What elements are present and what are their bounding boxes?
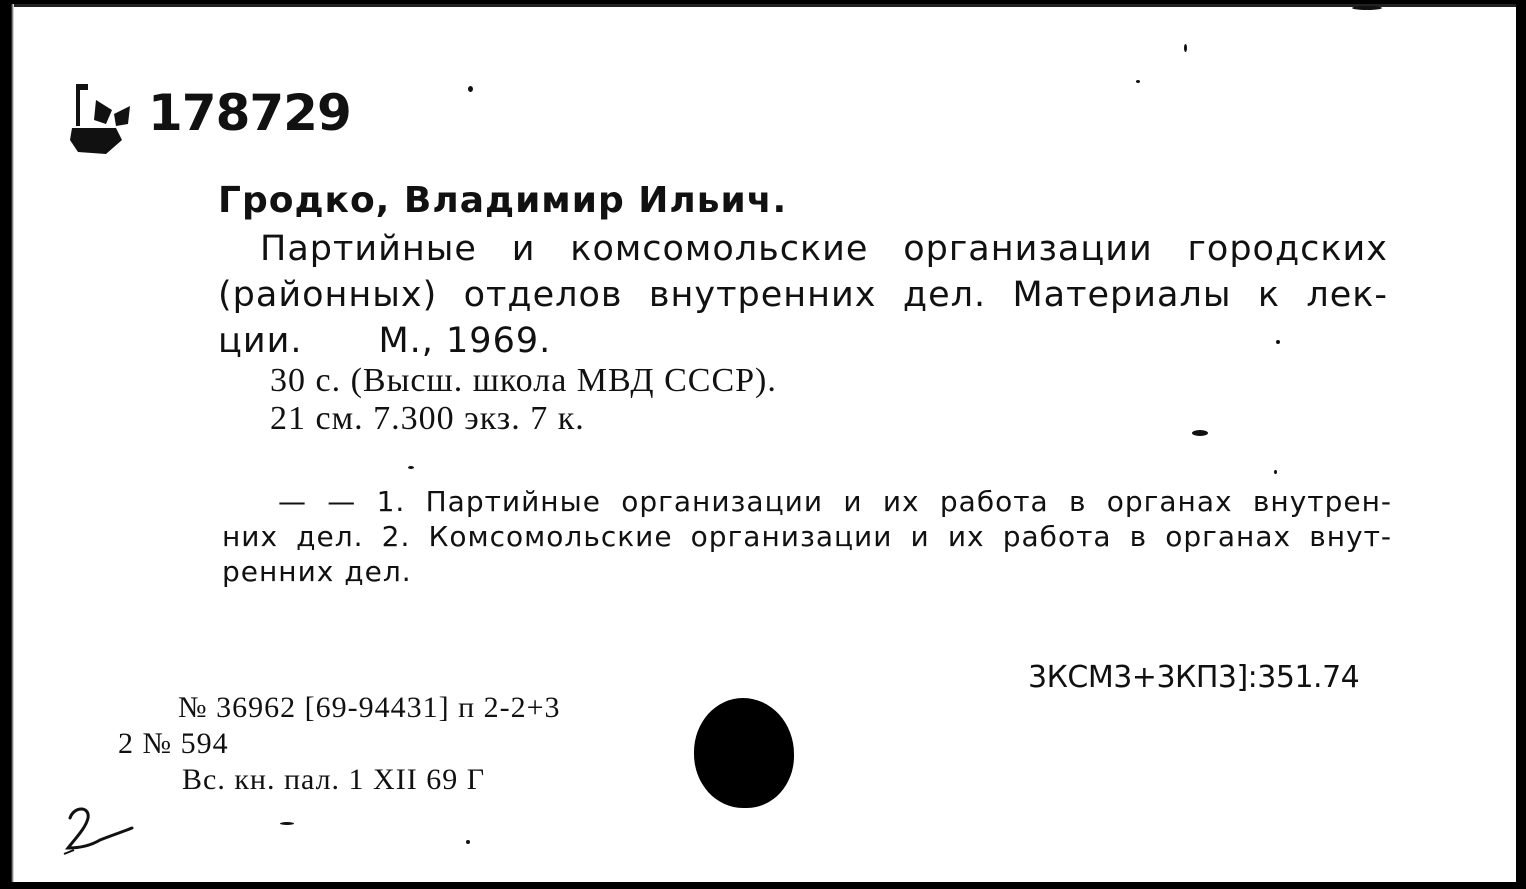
author-heading: Гродко, Владимир Ильич.	[218, 180, 788, 221]
collation	[270, 362, 777, 438]
speck	[1136, 80, 1140, 83]
speck	[468, 86, 473, 92]
title-line-last	[218, 318, 1388, 364]
title-block	[218, 226, 1388, 364]
speck	[408, 466, 414, 469]
registration-line: № 36962 [69-94431] п 2-2+3	[178, 691, 561, 724]
registration-line: Вс. кн. пал. 1 XII 69 Г	[182, 763, 486, 796]
publication-info: М., 1969.	[378, 321, 552, 361]
subject-line: них дел. 2. Комсомольские организации и их работа в органах внут-	[222, 520, 1392, 553]
subject-headings	[222, 484, 1392, 589]
classification-code: 3КСМ3+3КП3]:351.74	[1028, 660, 1360, 695]
collation-line: 30 с. (Высш. школа МВД СССР).	[270, 362, 777, 399]
card-left-edge	[8, 4, 14, 882]
catalog-card	[8, 4, 1516, 882]
ink-blot	[694, 698, 794, 808]
title-line: (районных) отделов внутренних дел. Материалы к лек-	[218, 275, 1388, 315]
speck	[1192, 430, 1208, 436]
title-line: Партийные и комсомольские организации городских	[260, 229, 1388, 269]
subject-line: ренних дел.	[222, 555, 412, 588]
card-number: 178729	[148, 84, 351, 142]
handwritten-mark-icon	[60, 804, 140, 864]
speck	[466, 840, 470, 844]
speck	[1276, 340, 1280, 344]
speck	[1184, 44, 1187, 52]
collation-line: 21 см. 7.300 экз. 7 к.	[270, 400, 585, 437]
speck	[1352, 6, 1382, 10]
speck	[1274, 470, 1277, 474]
library-stamp-icon	[66, 80, 136, 158]
registration-line: 2 № 594	[118, 727, 229, 760]
title-line: ции.	[218, 321, 303, 361]
subject-line: — — 1. Партийные организации и их работа в органах внутрен-	[278, 485, 1392, 518]
card-top-edge	[8, 4, 1516, 7]
speck	[280, 822, 294, 825]
registration-block	[118, 690, 561, 798]
